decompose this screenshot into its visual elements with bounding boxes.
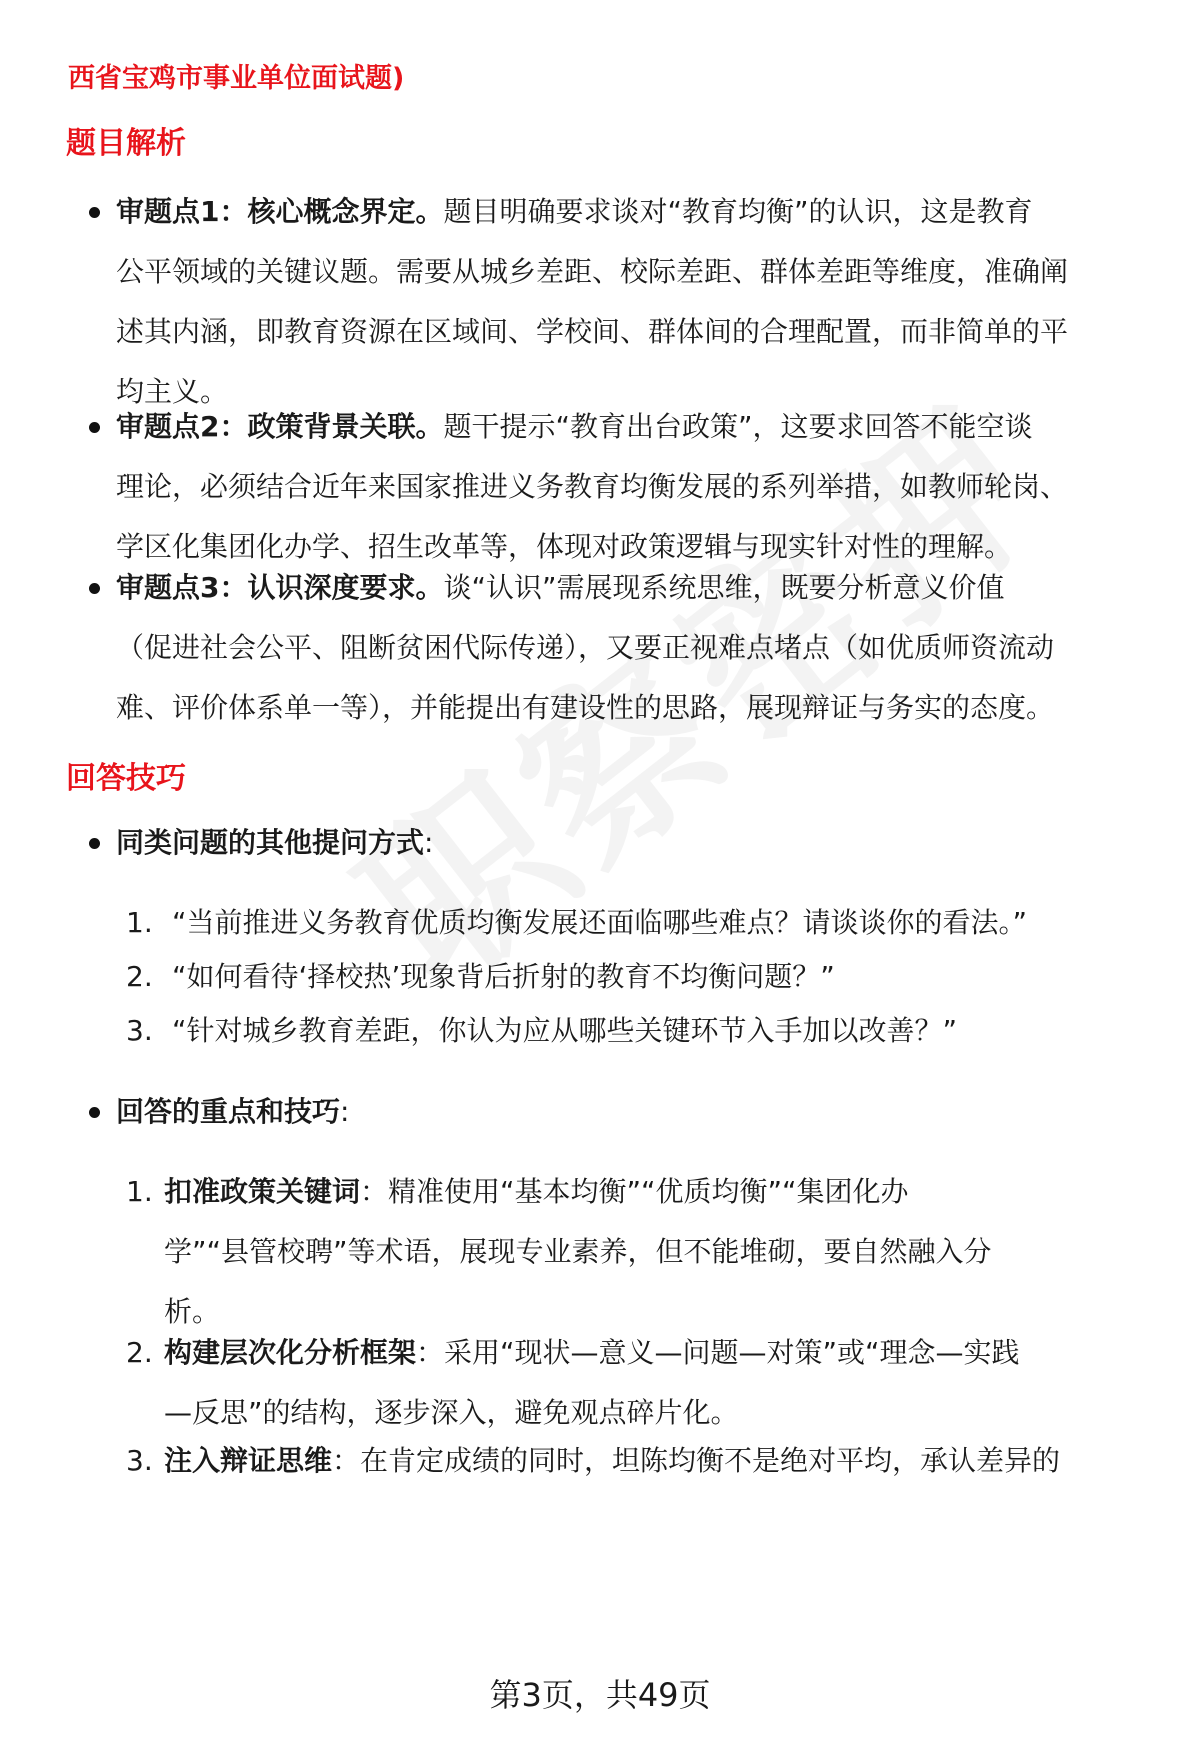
point-3-bold: 审题点3：认识深度要求。 bbox=[116, 571, 444, 604]
key-point-2-bold: 构建层次化分析框架 bbox=[164, 1336, 417, 1369]
similar-questions-label: 同类问题的其他提问方式 bbox=[116, 826, 425, 859]
similar-question-1: “当前推进义务教育优质均衡发展还面临哪些难点？请谈谈你的看法。” bbox=[172, 906, 1028, 939]
analysis-point-2 bbox=[116, 397, 1116, 577]
analysis-point-1 bbox=[116, 182, 1116, 422]
page-footer: 第3页，共49页 bbox=[489, 1676, 711, 1714]
key-points-heading bbox=[116, 1082, 349, 1142]
section-title-tips: 回答技巧 bbox=[66, 761, 186, 796]
bullet-dot bbox=[89, 1107, 100, 1118]
point-2-line-3: 学区化集团化办学、招生改革等，体现对政策逻辑与现实针对性的理解。 bbox=[116, 530, 1013, 563]
bullet-dot bbox=[89, 207, 100, 218]
point-2-line-1: 题干提示“教育出台政策”，这要求回答不能空谈 bbox=[443, 410, 1033, 443]
continued-heading: 西省宝鸡市事业单位面试题) bbox=[68, 63, 405, 94]
point-1-line-4: 均主义。 bbox=[116, 375, 229, 408]
bullet-dot bbox=[89, 422, 100, 433]
list-number: 1. bbox=[126, 906, 153, 939]
key-point-2-line-1: ：采用“现状—意义—问题—对策”或“理念—实践 bbox=[416, 1336, 1020, 1369]
key-point-1-bold: 扣准政策关键词 bbox=[164, 1175, 361, 1208]
list-number: 3. bbox=[126, 1014, 153, 1047]
key-point-1 bbox=[164, 1162, 1124, 1342]
similar-question-2: “如何看待‘择校热’现象背后折射的教育不均衡问题？” bbox=[172, 960, 835, 993]
similar-questions-heading bbox=[116, 813, 433, 873]
key-point-2 bbox=[164, 1323, 1124, 1443]
key-point-1-line-1: ：精准使用“基本均衡”“优质均衡”“集团化办 bbox=[360, 1175, 909, 1208]
similar-questions-colon: : bbox=[424, 826, 434, 859]
point-3-line-1: 谈“认识”需展现系统思维，既要分析意义价值 bbox=[443, 571, 1005, 604]
similar-question-3: “针对城乡教育差距，你认为应从哪些关键环节入手加以改善？” bbox=[172, 1014, 958, 1047]
list-number: 3. bbox=[126, 1444, 153, 1477]
list-number: 2. bbox=[126, 1336, 153, 1369]
point-2-bold: 审题点2：政策背景关联。 bbox=[116, 410, 444, 443]
key-point-3-line-1: ：在肯定成绩的同时，坦陈均衡不是绝对平均，承认差异的 bbox=[332, 1444, 1061, 1477]
point-2-line-2: 理论，必须结合近年来国家推进义务教育均衡发展的系列举措，如教师轮岗、 bbox=[116, 470, 1069, 503]
list-number: 2. bbox=[126, 960, 153, 993]
bullet-dot bbox=[89, 583, 100, 594]
analysis-point-3 bbox=[116, 558, 1116, 738]
key-point-1-line-3: 析。 bbox=[164, 1295, 221, 1328]
key-points-label: 回答的重点和技巧 bbox=[116, 1095, 341, 1128]
point-1-line-2: 公平领域的关键议题。需要从城乡差距、校际差距、群体差距等维度，准确阐 bbox=[116, 255, 1069, 288]
point-3-line-2: （促进社会公平、阻断贫困代际传递），又要正视难点堵点（如优质师资流动 bbox=[116, 631, 1055, 664]
key-point-2-line-2: —反思”的结构，逐步深入，避免观点碎片化。 bbox=[164, 1396, 739, 1429]
bullet-dot bbox=[89, 838, 100, 849]
key-point-3-bold: 注入辩证思维 bbox=[164, 1444, 333, 1477]
point-1-bold: 审题点1：核心概念界定。 bbox=[116, 195, 444, 228]
point-1-line-1: 题目明确要求谈对“教育均衡”的认识，这是教育 bbox=[443, 195, 1033, 228]
key-point-3 bbox=[164, 1431, 1124, 1491]
key-point-1-line-2: 学”“县管校聘”等术语，展现专业素养，但不能堆砌，要自然融入分 bbox=[164, 1235, 992, 1268]
point-1-line-3: 述其内涵，即教育资源在区域间、学校间、群体间的合理配置，而非简单的平 bbox=[116, 315, 1069, 348]
list-number: 1. bbox=[126, 1175, 153, 1208]
key-points-colon: : bbox=[340, 1095, 350, 1128]
section-title-analysis: 题目解析 bbox=[66, 126, 186, 161]
point-3-line-3: 难、评价体系单一等），并能提出有建设性的思路，展现辩证与务实的态度。 bbox=[116, 691, 1055, 724]
